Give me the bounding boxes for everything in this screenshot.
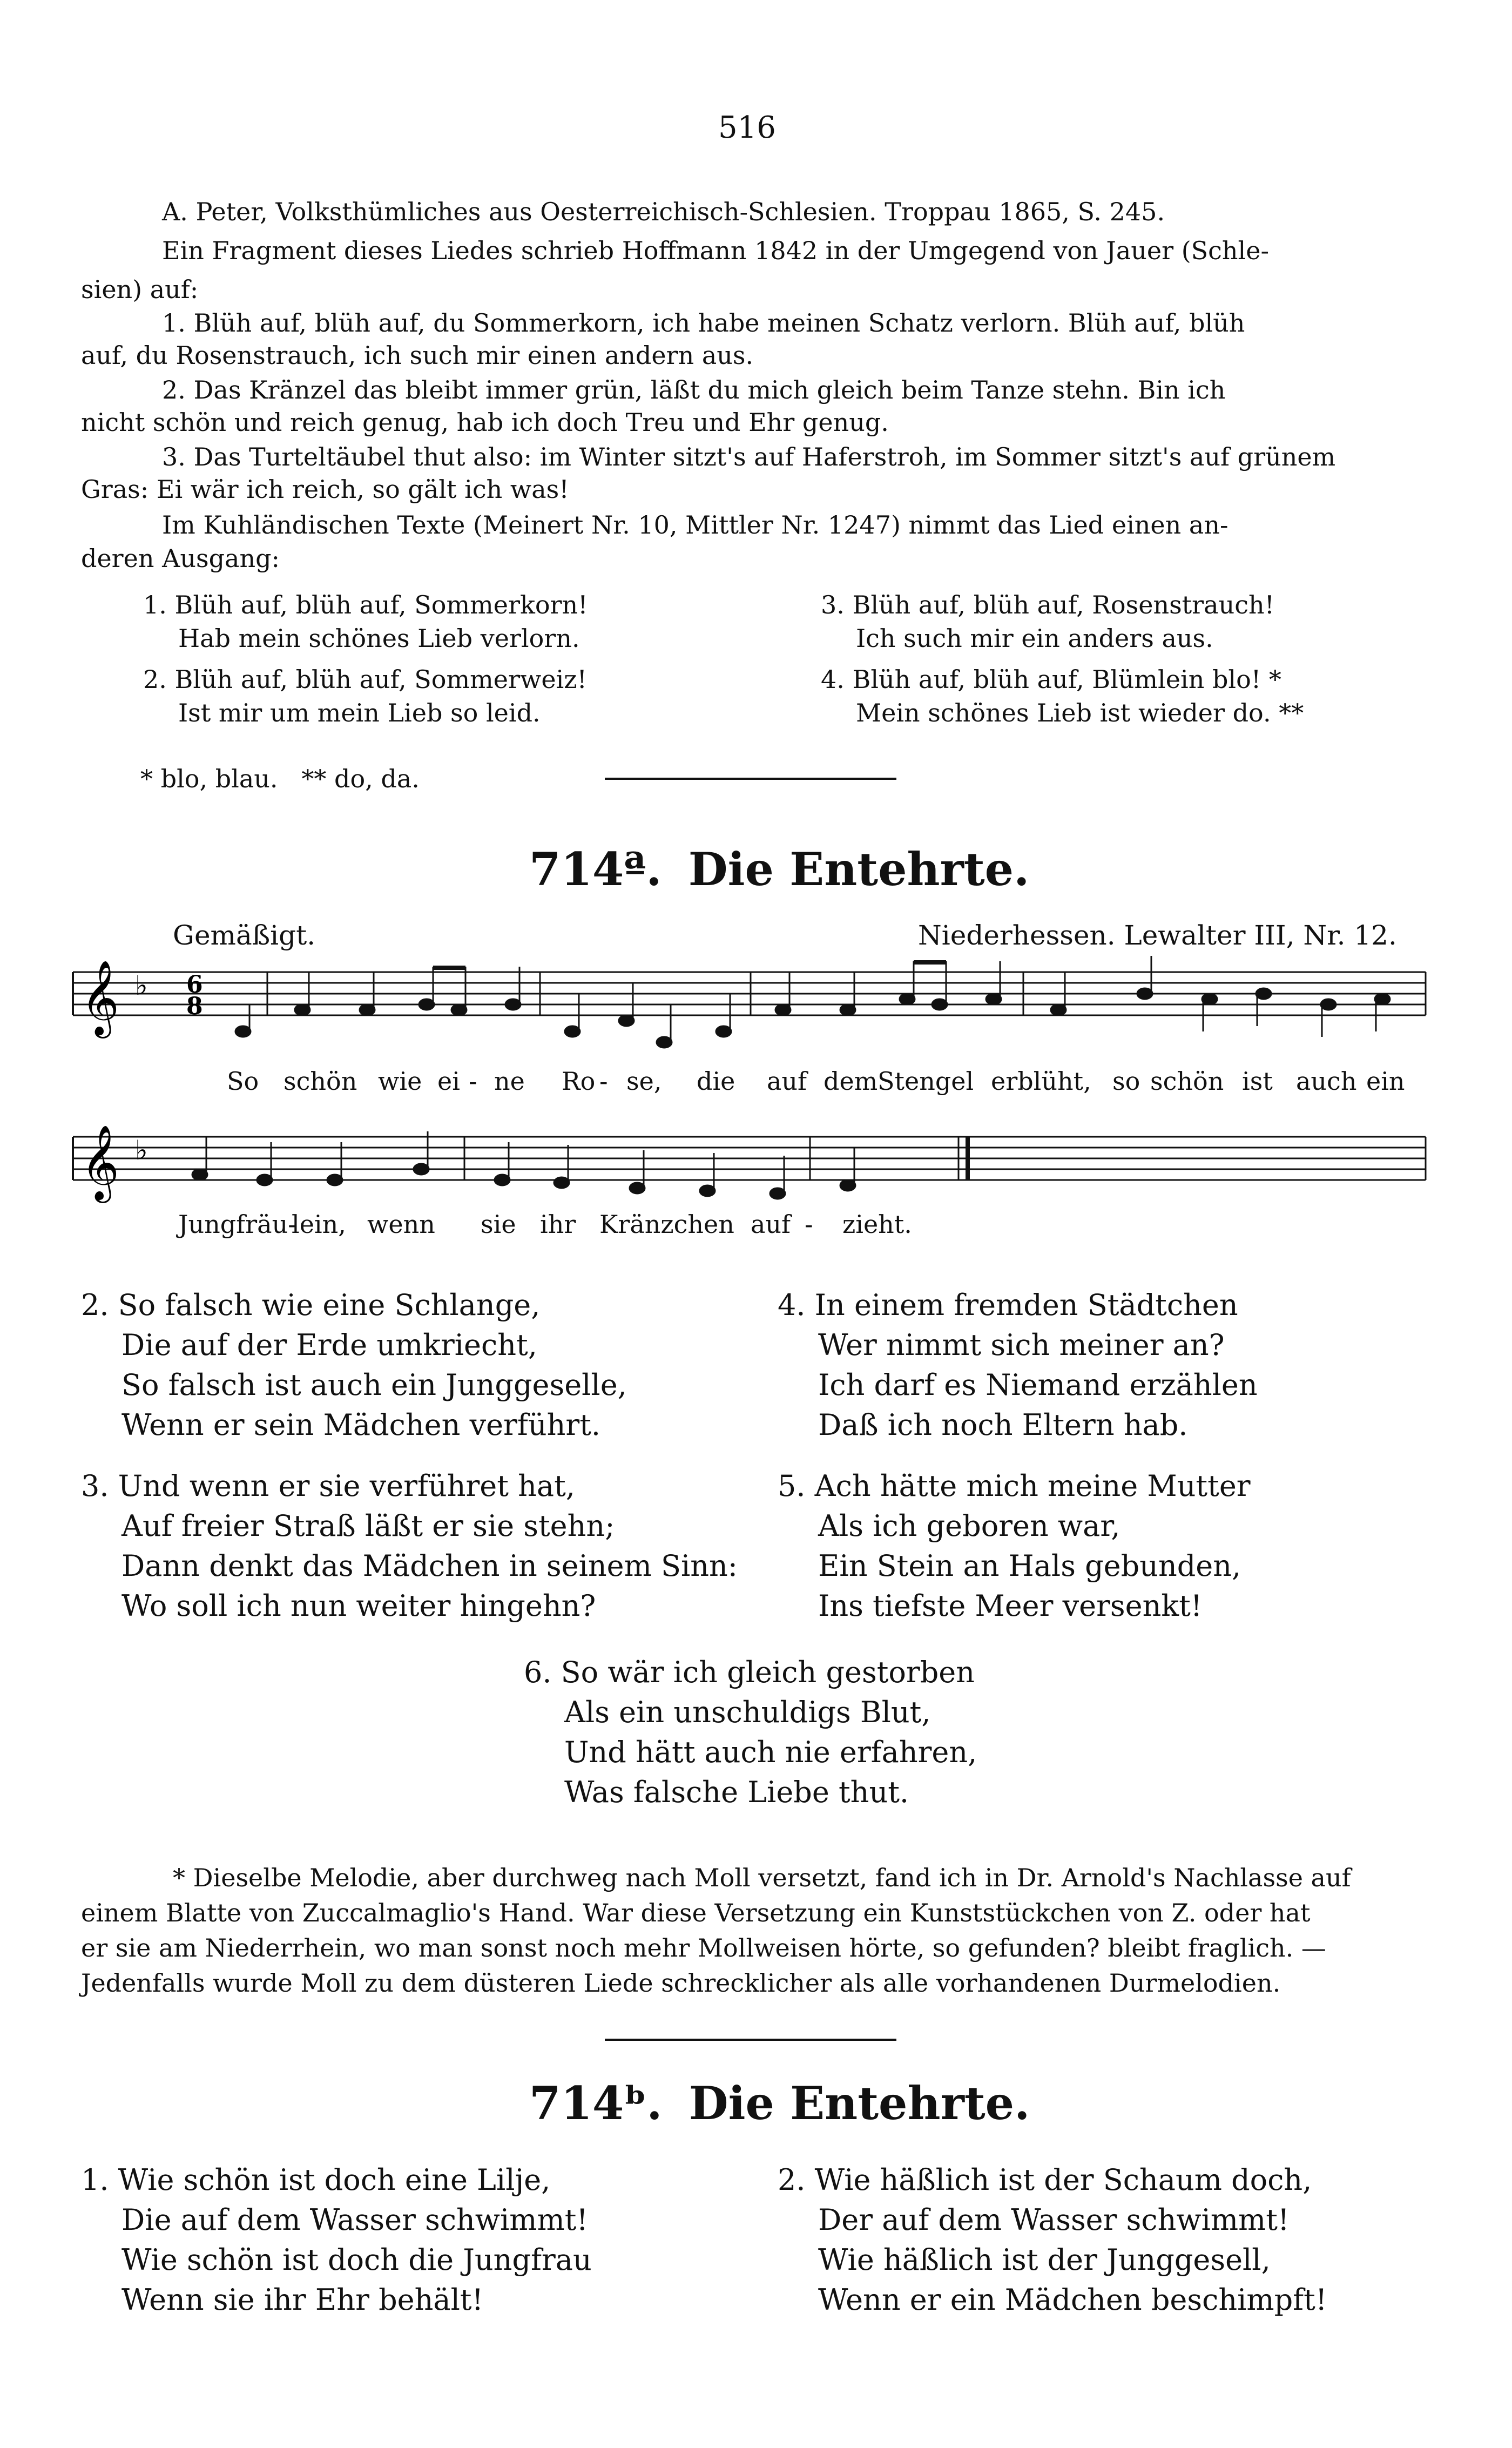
song-b-heading (529, 2076, 1030, 2130)
ending-line: 3. Blüh auf, blüh auf, Rosenstrauch! (821, 590, 1275, 619)
lyric-syllable: ne (494, 1067, 525, 1096)
verse-line: Auf freier Straß läßt er sie stehn; (122, 1509, 615, 1543)
verse-line: Daß ich noch Eltern hab. (818, 1408, 1188, 1442)
lyric-syllable: auch (1296, 1067, 1357, 1096)
verse-line: 1. Wie schön ist doch eine Lilje, (81, 2163, 551, 2197)
lyric-syllable: - (599, 1067, 608, 1096)
intro-line: 1. Blüh auf, blüh auf, du Sommerkorn, ich habe meinen Schatz verlorn. Blüh auf, blüh (162, 308, 1245, 338)
lyric-syllable: zieht. (842, 1210, 912, 1239)
lyric-syllable: ihr (540, 1210, 576, 1239)
verse-line: Dann denkt das Mädchen in seinem Sinn: (122, 1549, 738, 1583)
lyric-syllable: lein, (292, 1210, 346, 1239)
ending-line: Mein schönes Lieb ist wieder do. ** (856, 698, 1304, 727)
staff-system-1 (73, 972, 1426, 1015)
ending-line: 4. Blüh auf, blüh auf, Blümlein blo! * (821, 665, 1281, 694)
intro-footnote: * blo, blau. ** do, da. (140, 764, 420, 793)
tempo-marking: Gemäßigt. (173, 920, 316, 951)
music-staff (0, 950, 1512, 1296)
lyric-syllable: schön (284, 1067, 357, 1096)
verse-line: Wie häßlich ist der Junggesell, (818, 2243, 1271, 2277)
lyric-syllable: So (227, 1067, 259, 1096)
verse-line: Ins tiefste Meer versenkt! (818, 1589, 1203, 1623)
lyric-syllable: Ro (562, 1067, 596, 1096)
verse-line: Wenn er ein Mädchen beschimpft! (818, 2283, 1327, 2317)
verse-line: Der auf dem Wasser schwimmt! (818, 2203, 1290, 2237)
lyric-syllable: ei (437, 1067, 460, 1096)
lyric-syllable: wie (378, 1067, 422, 1096)
time-signature: 6 (186, 971, 203, 999)
intro-line: 2. Das Kränzel das bleibt immer grün, läßt du mich gleich beim Tanze stehn. Bin ich (162, 375, 1226, 404)
time-signature: 8 (186, 993, 203, 1020)
lyric-syllable: wenn (367, 1210, 435, 1239)
melody-source: Niederhessen. Lewalter III, Nr. 12. (918, 920, 1397, 951)
lyric-syllable: auf (751, 1210, 791, 1239)
song-a-number: 714ª. (529, 842, 662, 896)
intro-line: auf, du Rosenstrauch, ich such mir einen andern aus. (81, 341, 754, 370)
ending-line: Hab mein schönes Lieb verlorn. (178, 624, 580, 653)
lyric-syllable: se, (626, 1067, 662, 1096)
song-b-title: Die Entehrte. (688, 2076, 1030, 2130)
ending-line: Ich such mir ein anders aus. (856, 624, 1213, 653)
lyric-syllable: Jungfräu- (178, 1210, 296, 1239)
treble-clef-icon: 𝄞 (81, 1125, 119, 1200)
verse-line: Die auf dem Wasser schwimmt! (122, 2203, 589, 2237)
footnote-line: einem Blatte von Zuccalmaglio's Hand. War diese Versetzung ein Kunststückchen von Z. oder hat (81, 1898, 1311, 1927)
intro-line: Im Kuhländischen Texte (Meinert Nr. 10, Mittler Nr. 1247) nimmt das Lied einen an- (162, 510, 1228, 539)
ending-line: Ist mir um mein Lieb so leid. (178, 698, 541, 727)
verse-line: Als ich geboren war, (818, 1509, 1120, 1543)
verse-line: Wenn er sein Mädchen verführt. (122, 1408, 601, 1442)
verse-line: 4. In einem fremden Städtchen (778, 1288, 1238, 1322)
verse-line: Wer nimmt sich meiner an? (818, 1328, 1225, 1362)
lyric-syllable: auf (767, 1067, 807, 1096)
treble-clef-icon: 𝄞 (81, 960, 119, 1035)
lyric-syllable: die (697, 1067, 735, 1096)
verse-line: 6. So wär ich gleich gestorben (524, 1655, 975, 1689)
notes-system-1 (235, 956, 1390, 1048)
lyric-syllable: schön (1150, 1067, 1224, 1096)
verse-line: Und hätt auch nie erfahren, (564, 1735, 977, 1769)
verse-line: 5. Ach hätte mich meine Mutter (778, 1469, 1251, 1503)
intro-line: 3. Das Turteltäubel thut also: im Winter sitzt's auf Haferstroh, im Sommer sitzt's auf grünem (162, 442, 1336, 471)
verse-line: Wo soll ich nun weiter hingehn? (122, 1589, 596, 1623)
ending-line: 1. Blüh auf, blüh auf, Sommerkorn! (143, 590, 588, 619)
verse-line: So falsch ist auch ein Junggeselle, (122, 1368, 627, 1402)
lyric-syllable: erblüht, (991, 1067, 1091, 1096)
verse-line: Ich darf es Niemand erzählen (818, 1368, 1258, 1402)
intro-line: Gras: Ei wär ich reich, so gält ich was! (81, 475, 569, 504)
ending-line: 2. Blüh auf, blüh auf, Sommerweiz! (143, 665, 587, 694)
lyric-syllable: ein (1366, 1067, 1405, 1096)
verse-line: 2. So falsch wie eine Schlange, (81, 1288, 541, 1322)
lyric-syllable: dem (824, 1067, 878, 1096)
lyric-syllable: - (469, 1067, 477, 1096)
intro-line: A. Peter, Volksthümliches aus Oesterreichisch-Schlesien. Troppau 1865, S. 245. (162, 197, 1165, 226)
lyric-syllable: ist (1242, 1067, 1273, 1096)
intro-line: deren Ausgang: (81, 544, 280, 573)
song-a-title: Die Entehrte. (688, 842, 1030, 896)
verse-line: Als ein unschuldigs Blut, (564, 1695, 931, 1729)
key-flat-icon: ♭ (135, 970, 148, 1001)
lyric-syllable: sie (481, 1210, 516, 1239)
divider (605, 2039, 896, 2041)
song-b-number: 714ᵇ. (529, 2076, 663, 2130)
notes-system-2 (192, 1131, 855, 1199)
key-flat-icon: ♭ (135, 1135, 148, 1166)
intro-line: Ein Fragment dieses Liedes schrieb Hoffmann 1842 in der Umgegend von Jauer (Schle- (162, 236, 1270, 265)
lyric-syllable: Stengel (878, 1067, 974, 1096)
staff-system-2 (73, 1137, 1426, 1180)
lyric-syllable: Kränzchen (599, 1210, 734, 1239)
verse-line: Wenn sie ihr Ehr behält! (122, 2283, 484, 2317)
divider (605, 778, 896, 780)
lyric-syllable: so (1112, 1067, 1140, 1096)
verse-line: Ein Stein an Hals gebunden, (818, 1549, 1241, 1583)
page-number: 516 (718, 110, 776, 145)
verse-line: Was falsche Liebe thut. (564, 1775, 909, 1809)
song-a-heading (529, 842, 1029, 896)
verse-line: 2. Wie häßlich ist der Schaum doch, (778, 2163, 1312, 2197)
footnote-line: * Dieselbe Melodie, aber durchweg nach Moll versetzt, fand ich in Dr. Arnold's Nachlasse auf (173, 1863, 1351, 1892)
intro-line: sien) auf: (81, 275, 199, 304)
verse-line: Wie schön ist doch die Jungfrau (122, 2243, 592, 2277)
footnote-line: er sie am Niederrhein, wo man sonst noch mehr Mollweisen hörte, so gefunden? bleibt fraglich. — (81, 1933, 1326, 1963)
lyric-syllable: - (805, 1210, 813, 1239)
intro-line: nicht schön und reich genug, hab ich doch Treu und Ehr genug. (81, 408, 889, 437)
verse-line: 3. Und wenn er sie verführet hat, (81, 1469, 575, 1503)
verse-line: Die auf der Erde umkriecht, (122, 1328, 537, 1362)
footnote-line: Jedenfalls wurde Moll zu dem düsteren Liede schrecklicher als alle vorhandenen Durmelodien. (81, 1968, 1281, 1998)
